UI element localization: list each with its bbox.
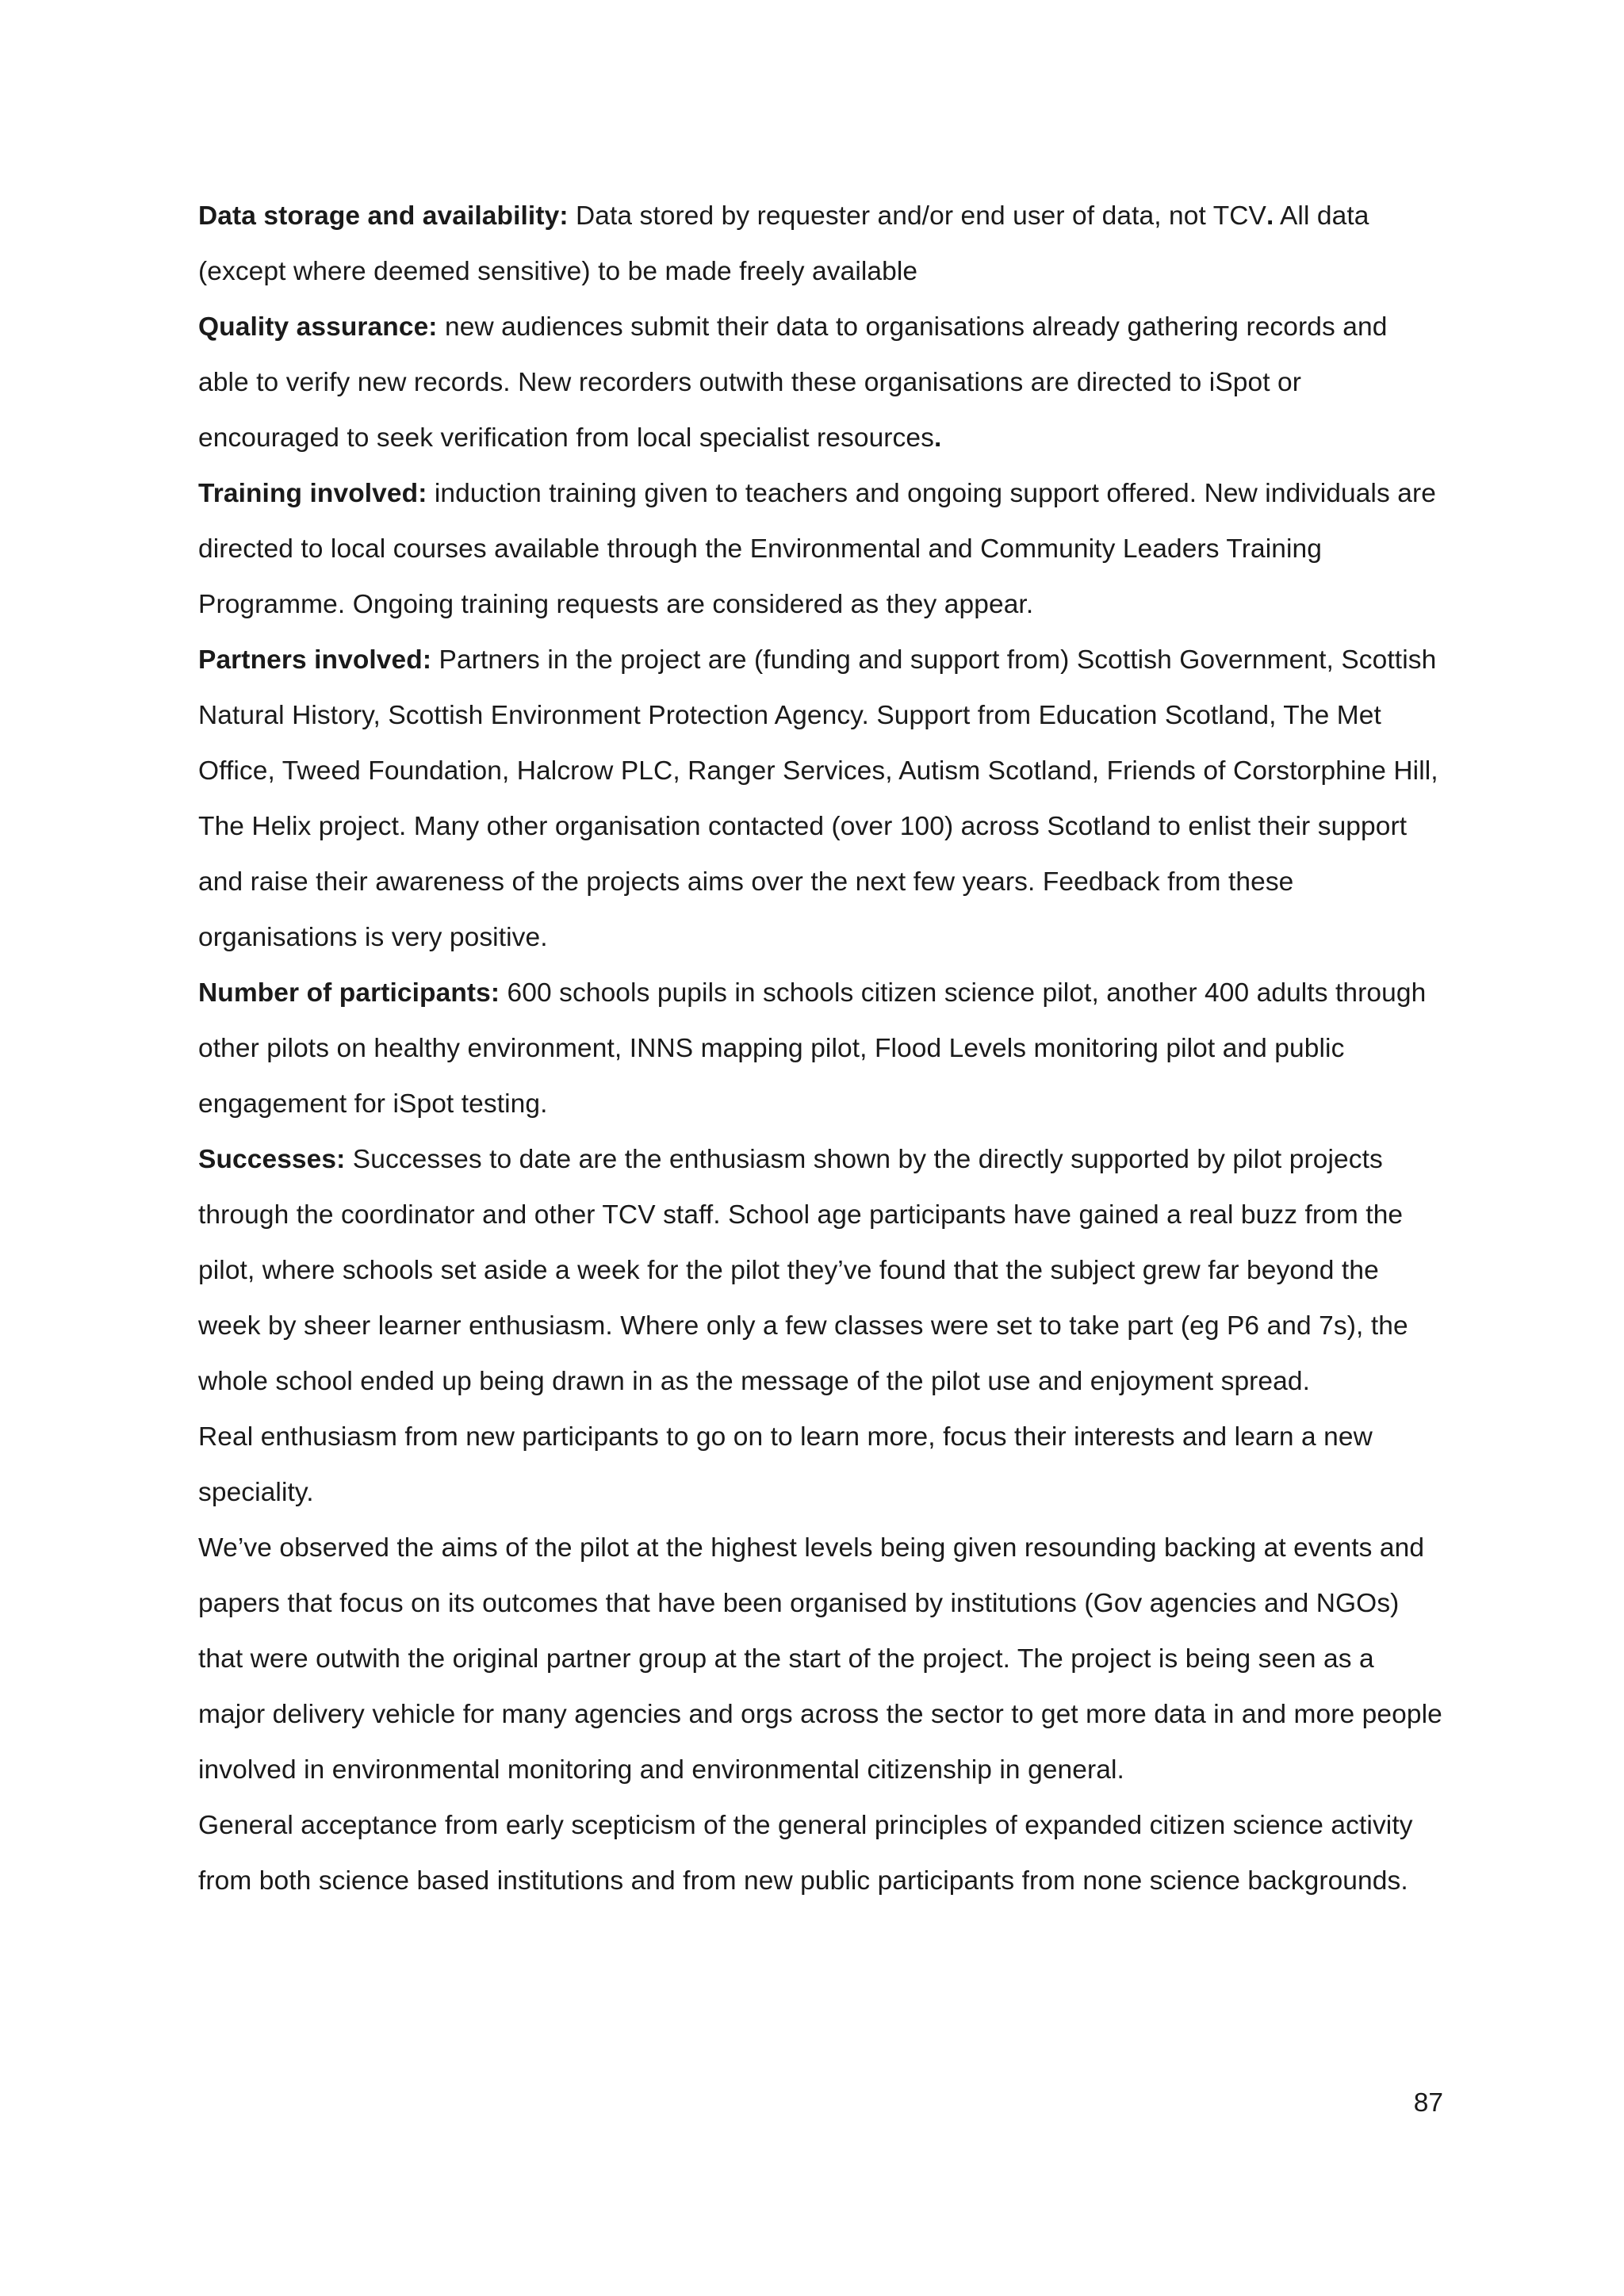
section-partners-involved (198, 633, 1443, 966)
section-quality-assurance (198, 300, 1443, 466)
section-label: Number of participants: (198, 978, 500, 1008)
section-successes (198, 1132, 1443, 1410)
section-text: 600 schools pupils in schools citizen science pilot, another 400 adults through other pilots on healthy environment, INNS mapping pilot, Flood Levels monitoring pilot and public engagement for iSpot testing. (198, 978, 1427, 1119)
paragraph-general-acceptance: General acceptance from early scepticism of the general principles of expanded citizen science activity from both science based institutions and from new public participants from none science backgrounds. (198, 1811, 1413, 1896)
document-body (198, 189, 1443, 1909)
section-label: Data storage and availability: (198, 201, 569, 231)
section-label: Partners involved: (198, 645, 432, 675)
paragraph-observed-aims: We’ve observed the aims of the pilot at the highest levels being given resounding backing at events and papers that focus on its outcomes that have been organised by institutions (Gov agencies and NGOs) that were outwith the original partner group at the start of the project. The project is being seen as a major delivery vehicle for many agencies and orgs across the sector to get more data in and more people involved in environmental monitoring and environmental citizenship in general. (198, 1533, 1442, 1785)
section-text: Successes to date are the enthusiasm shown by the directly supported by pilot projects through the coordinator and other TCV staff. School age participants have gained a real buzz from the pilot, where schools set aside a week for the pilot they’ve found that the subject grew far beyond the week by sheer learner enthusiasm. Where only a few classes were set to take part (eg P6 and 7s), the whole school ended up being drawn in as the message of the pilot use and enjoyment spread. (198, 1145, 1408, 1396)
section-text: Partners in the project are (funding and support from) Scottish Government, Scottish Natural History, Scottish Environment Protection Agency. Support from Education Scotland, The Met Office, Tweed Foundation, Halcrow PLC, Ranger Services, Autism Scotland, Friends of Corstorphine Hill, The Helix project. Many other organisation contacted (over 100) across Scotland to enlist their support and raise their awareness of the projects aims over the next few years. Feedback from these organisations is very positive. (198, 645, 1438, 952)
section-trail-bold: . (1266, 201, 1274, 231)
section-label: Training involved: (198, 479, 427, 508)
section-label: Quality assurance: (198, 312, 438, 342)
section-data-storage (198, 189, 1443, 300)
section-text: new audiences submit their data to organisations already gathering records and able to verify new records. New recorders outwith these organisations are directed to iSpot or encouraged to seek verification from local specialist resources (198, 312, 1388, 453)
section-trail-bold: . (934, 423, 942, 453)
section-label: Successes: (198, 1145, 346, 1174)
paragraph-enthusiasm: Real enthusiasm from new participants to go on to learn more, focus their interests and learn a new speciality. (198, 1422, 1373, 1507)
section-text: induction training given to teachers and ongoing support offered. New individuals are directed to local courses available through the Environmental and Community Leaders Training Programme. Ongoing training requests are considered as they appear. (198, 479, 1436, 619)
section-trail: All data (except where deemed sensitive) to be made freely available (198, 201, 1369, 286)
section-number-of-participants (198, 966, 1443, 1132)
section-text: Data stored by requester and/or end user of data, not TCV (568, 201, 1266, 231)
section-training-involved (198, 466, 1443, 633)
page-number: 87 (1413, 2088, 1443, 2118)
